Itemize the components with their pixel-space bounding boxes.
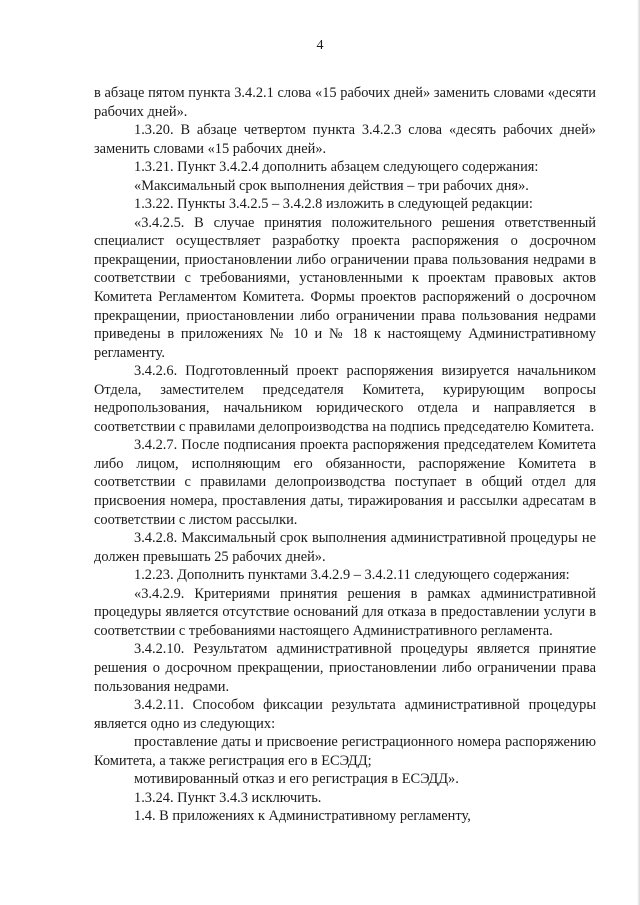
document-body: [94, 84, 596, 826]
paragraph: 3.4.2.6. Подготовленный проект распоряжения визируется начальником Отдела, заместителем председателя Комитета, курирующим вопросы недропользования, начальником юридического отдела и направляется в соответствии с правилами делопроизводства на подпись председателю Комитета.: [94, 363, 596, 435]
paragraph: «3.4.2.9. Критериями принятия решения в рамках административной процедуры является отсутствие оснований для отказа в предоставлении услуги в соответствии с требованиями настоящего Административного регламента.: [94, 585, 596, 639]
paragraph: 3.4.2.10. Результатом административной процедуры является принятие решения о досрочном прекращении, приостановлении либо ограничении права пользования недрами.: [94, 641, 596, 695]
paragraph: «Максимальный срок выполнения действия – три рабочих дня».: [134, 177, 529, 194]
paragraph: 3.4.2.11. Способом фиксации результата административной процедуры является одно из следующих:: [94, 697, 596, 732]
paragraph: 1.4. В приложениях к Административному регламенту,: [134, 808, 471, 825]
paragraph: 3.4.2.8. Максимальный срок выполнения административной процедуры не должен превышать 25 рабочих дней».: [94, 530, 596, 565]
paragraph: в абзаце пятом пункта 3.4.2.1 слова «15 рабочих дней» заменить словами «десяти рабочих дней».: [94, 85, 596, 120]
paragraph: проставление даты и присвоение регистрационного номера распоряжению Комитета, а также регистрация его в ЕСЭДД;: [94, 734, 596, 769]
paragraph: 1.3.24. Пункт 3.4.3 исключить.: [134, 789, 322, 806]
paragraph: 1.3.21. Пункт 3.4.2.4 дополнить абзацем следующего содержания:: [134, 159, 539, 176]
paragraph: 1.3.20. В абзаце четвертом пункта 3.4.2.3 слова «десять рабочих дней» заменить словами «15 рабочих дней».: [94, 122, 596, 157]
paragraph: 3.4.2.7. После подписания проекта распоряжения председателем Комитета либо лицом, исполняющим его обязанности, распоряжение Комитета в соответствии с правилами делопроизводства поступает в общий отдел для присвоения номера, проставления даты, тиражирования и рассылки адресатам в соответствии с листом рассылки.: [94, 437, 596, 528]
paragraph: 1.3.22. Пункты 3.4.2.5 – 3.4.2.8 изложить в следующей редакции:: [134, 196, 533, 213]
page-number: 4: [316, 38, 324, 53]
paragraph: «3.4.2.5. В случае принятия положительного решения ответственный специалист осуществляет разработку проекта распоряжения о досрочном прекращении, приостановлении либо ограничении права пользования недрами в соответствии с требованиями, установленными к проектам правовых актов Комитета Регламентом Комитета. Формы проектов распоряжений о досрочном прекращении, приостановлении либо ограничении права пользования недрами приведены в приложениях № 10 и № 18 к настоящему Административному регламенту.: [94, 214, 596, 361]
paragraph: мотивированный отказ и его регистрация в ЕСЭДД».: [134, 771, 459, 788]
paragraph: 1.2.23. Дополнить пунктами 3.4.2.9 – 3.4.2.11 следующего содержания:: [134, 567, 570, 584]
